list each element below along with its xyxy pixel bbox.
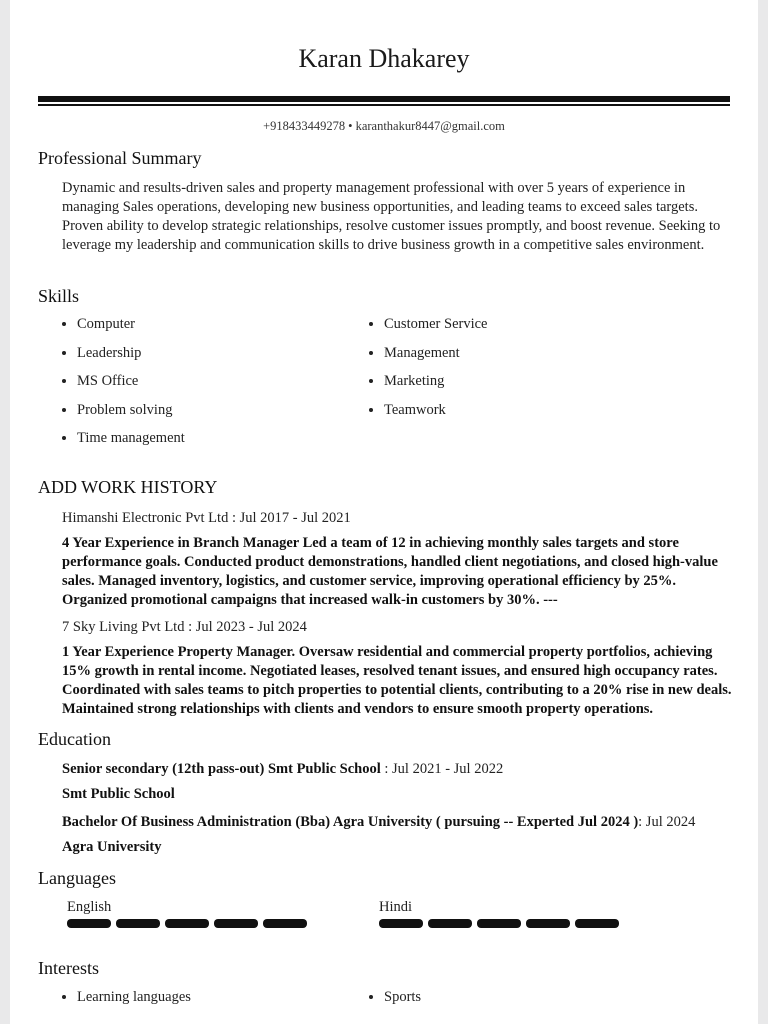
- skill-item: Problem solving: [62, 401, 352, 430]
- language-proficiency-bar: [67, 919, 307, 928]
- skills-list-left: [62, 315, 352, 458]
- proficiency-segment: [477, 919, 521, 928]
- phone-number: +918433449278: [263, 119, 346, 133]
- summary-heading: Professional Summary: [38, 148, 202, 168]
- skill-item: Management: [369, 344, 669, 373]
- language-name: Hindi: [379, 899, 413, 915]
- education-degree-line: [62, 761, 742, 778]
- education-dates: : Jul 2021 - Jul 2022: [380, 761, 504, 777]
- education-institution: Agra University: [62, 839, 162, 855]
- job-header: [62, 618, 732, 637]
- header-divider-thick: [38, 96, 730, 102]
- job-entry: [62, 618, 732, 719]
- email-address: karanthakur8447@gmail.com: [355, 119, 505, 133]
- interests-list-right: [369, 988, 669, 1017]
- proficiency-segment: [214, 919, 258, 928]
- proficiency-segment: [116, 919, 160, 928]
- skill-item: Teamwork: [369, 401, 669, 430]
- job-description: 1 Year Experience Property Manager. Oversaw residential and commercial property portfolios, achieving 15% growth in rental income. Negotiated leases, resolved tenant issues, and ensured high occupancy rates. Coordinated with sales teams to pitch properties to potential clients, contributing to a 20% rise in new deals. Maintained strong relationships with clients and vendors to ensure smooth property operations.: [62, 644, 732, 717]
- summary-text: Dynamic and results-driven sales and property management professional with over 5 years of experience in managing Sales operations, developing new business opportunities, and leading teams to exceed sales targets. Proven ability to develop strategic relationships, resolve customer issues promptly, and boost revenue. Seeking to leverage my leadership and communication skills to drive business growth in a competitive sales environment.: [62, 180, 721, 253]
- education-heading: Education: [38, 729, 111, 749]
- job-company: Himanshi Electronic Pvt Ltd: [62, 510, 229, 526]
- skill-item: Leadership: [62, 344, 352, 373]
- job-dates: : Jul 2023 - Jul 2024: [184, 619, 307, 635]
- job-header: [62, 509, 732, 528]
- skill-item: Time management: [62, 429, 352, 458]
- language-entry: [379, 899, 619, 928]
- proficiency-segment: [165, 919, 209, 928]
- education-degree: Bachelor Of Business Administration (Bba) Agra University ( pursuing -- Experted Jul 2024 ): [62, 814, 639, 830]
- contact-separator: •: [348, 119, 353, 133]
- resume-page: [10, 0, 758, 1024]
- education-degree-line: [62, 814, 742, 831]
- work-history-heading: ADD WORK HISTORY: [38, 477, 218, 497]
- proficiency-segment: [526, 919, 570, 928]
- education-degree: Senior secondary (12th pass-out) Smt Public School: [62, 761, 381, 777]
- education-dates: : Jul 2024: [638, 814, 696, 830]
- proficiency-segment: [67, 919, 111, 928]
- skill-item: MS Office: [62, 372, 352, 401]
- contact-line: [10, 119, 758, 134]
- language-entry: [67, 899, 307, 928]
- job-entry: [62, 509, 732, 610]
- proficiency-segment: [428, 919, 472, 928]
- skills-heading: Skills: [38, 286, 80, 306]
- language-name: English: [67, 899, 112, 915]
- skill-item: Computer: [62, 315, 352, 344]
- interests-heading: Interests: [38, 958, 99, 978]
- candidate-name: Karan Dhakarey: [298, 44, 470, 73]
- language-proficiency-bar: [379, 919, 619, 928]
- skill-item: Marketing: [369, 372, 669, 401]
- interest-item: Sports: [369, 988, 669, 1017]
- education-institution: Smt Public School: [62, 786, 175, 802]
- proficiency-segment: [379, 919, 423, 928]
- job-dates: : Jul 2017 - Jul 2021: [228, 510, 351, 526]
- interests-list-left: [62, 988, 352, 1017]
- interest-item: Learning languages: [62, 988, 352, 1017]
- skills-list-right: [369, 315, 669, 429]
- header-divider-thin: [38, 104, 730, 106]
- languages-heading: Languages: [38, 868, 116, 888]
- job-company: 7 Sky Living Pvt Ltd: [62, 619, 185, 635]
- job-description: 4 Year Experience in Branch Manager Led a team of 12 in achieving monthly sales targets and store performance goals. Conducted product demonstrations, handled client negotiations, and closed high-value sales. Managed inventory, logistics, and customer service, improving operational efficiency by 25%. Organized promotional campaigns that increased walk-in customers by 30%. ---: [62, 535, 718, 608]
- proficiency-segment: [575, 919, 619, 928]
- skill-item: Customer Service: [369, 315, 669, 344]
- proficiency-segment: [263, 919, 307, 928]
